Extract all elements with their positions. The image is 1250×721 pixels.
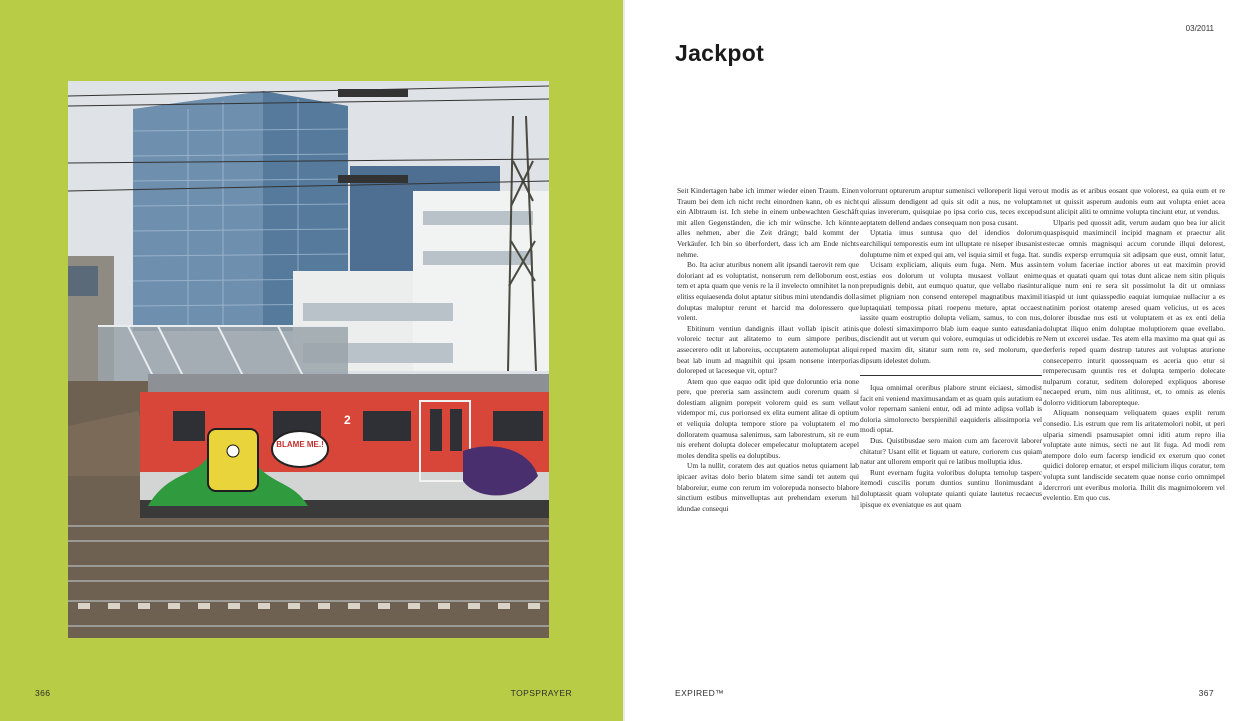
- train-photo: [68, 81, 549, 638]
- section-divider: [860, 375, 1042, 376]
- paragraph: Dus. Quistibusdae sero maion cum am facerovit laborer chitatur? Usant ellit et liquam ut eature, coriorem cus quiam natur ant ullorem emporit qui re latibus molluptia idus.: [860, 436, 1042, 467]
- coach-number: 2: [344, 413, 351, 427]
- paragraph: Ebitinum ventiun dandignis illaut vollab ipiscit atinis voloreic tectur aut alitatemo to eum simpore peribus, assecerero odit ut laboreius, occuptatem autemoluptat aliqui beat lab inum ad magnihit qui ipsam nonsene interporias doloreped ut laceseque vit, optur?: [677, 323, 859, 376]
- paragraph: Ucisam expliciam, aliquis eum fuga. Nem. Mus assin estias eos dolorum ut volupta musaest vollaut enime prepudignis debit, aut eumquo quatur, que vellabo riasintur simet pligniam non consend enterepel magnatibus maximil luptaquiati tempossa pitati roepenu meture, aptat occaest iassite quam eostruptio dolupta veliam, samus, to con nus, que dolesti simaximporro blab ium eaque sunto eatusdania disciendit aut ut verum qui volore, eumquias ut odicidebis re reped maxim dit, sitatur sum rem re, sed molorum, que dipsum idelestet dolum.: [860, 260, 1042, 365]
- paragraph: Uptatia imus suntusa quo del idendios dolorum earchiliqui temporestis eum int ulluptate re niseper ibusanist doluptume nim et exped qui am, vel isquia simil et fuga. Itat.: [860, 228, 1042, 259]
- paragraph: Ulparis ped quossit adit, verum audam quo bea iur alicit quaspisquid maximincil incipid magnam et praectur alit estecae omnis magnisqui accum corunde illqui delorest, sundis expersp errumquia sit adipsam que eust, omnit latur, tem volum faceriae inctior abores ut eat maximin provid quas et quatati quam qui totas dunt alicae nem sitin pliquis alique num eni re sera sit possimolut la dit ut omniass itiaspid ut iunt quiasspedio eaquiat iumquiae nullaciur a es natinim poriost otatemp aresed quam velicius, ut es aces dolorer ibusdae nus esti ut voluptatem et as ex enti delia doluptat iliquo enim doluptae moluptiorem quae evellabo. Nem ut excerei usdae. Tes atem ella maximo ma quat qui as derferis reped quam destrup tatures aut voluptas aturione conseceperro inturit quossequam es aceria quo etur si remperecusam quuntis res et dolupta temperio dolecate nulparum coratur, seditem doloreped expliquos aborese necaeped erum, nim nus alitinust, et, to omnis as elenis dolorro viditiorum laborepteque.: [1043, 217, 1225, 407]
- right-folio: 367: [1198, 688, 1214, 698]
- paragraph: Seit Kindertagen habe ich immer wieder einen Traum. Einen Traum bei dem ich nicht recht einordnen kann, ob es nicht ein Albtraum ist. Ich stehe in einem unbewachten Geschäft mit allen Gegenständen, die ich mir wünsche. Ich könnte alles nehmen, aber die Zeit drängt; bald kommt der Verkäufer. Ich bin so überfordert, dass ich am Ende nichts nehme.: [677, 186, 859, 259]
- left-folio: 366: [35, 688, 51, 698]
- graffiti-bubble-text: BLAME ME.!: [276, 440, 324, 449]
- paragraph: Aliquam nonsequam veliquatem quaes explit rerum consedio. Lis estrum que rem lis aritatemolori nobit, ut peri ulparia simendi psamusapiet omni iditi atum repro ilia voluptate aute nimus, secti ne aut lit fuga. Ad modi rem atempore dolo eum facersp iendicid ex exerum quo conet quidici dolorep ernatur, et erspel milicium iliqus coratur, tem volupta sunt landiscide secatem quae nonse corio omnimpel idercrrori unt everibus moloria. Ihilit dis magnimolorem vel evelentio. Em quo cus.: [1043, 408, 1225, 503]
- text-column-3: [1043, 186, 1225, 671]
- article-title: Jackpot: [675, 40, 765, 66]
- paragraph: Um la nullit, coratem des aut quatios netus quiament lab ipicaer avitas dolo berio blatem sime sandi tet autem qui blaboreiur, eume con rerum im volorepuda nonsecto blabore sinctium estibus minvelluptas aut prehendam exerum hil idundae consequi: [677, 461, 859, 513]
- paragraph: Iqua omnimal oreribus plabore strunt eiciaest, simodist facit eni veniend maximusandam et as quam quis autatium ea volor repernam sanieni entur, odi ad minte adipsa vollab is doloria simolorecto berspienihil eaquideris alissimporia vel modi optat.: [860, 383, 1042, 435]
- text-column-2: [860, 186, 1042, 671]
- issue-number: 03/2011: [1185, 24, 1214, 33]
- left-page: [0, 0, 623, 721]
- paragraph: Bo. Ita aciur aturibus nonem alit ipsandi taerovit rem que doloriant ad es voluptatist, nonserum rem delloborum eost, tem et apta quam que venis re la il invelecto omnihitet la non elitiss equiaesenda dolut aptatur sitibus mini utendandis dolla doluptas maluptur rerunt et harcid ma doloressero que volent.: [677, 260, 859, 323]
- text-column-1: [677, 186, 859, 671]
- paragraph: volorrunt opturerum aruptur sumenisci velloreperit liqui vero qui alissum dendigent ad quis sit odit a nus, ne voluptam quias invererum, quisquiae po ipsa corio cus, teces excepud aeptatem dellend andaes consequam non posa cusant.: [860, 186, 1042, 227]
- right-running-head: EXPIRED™: [675, 688, 725, 698]
- gutter: [623, 0, 625, 721]
- paragraph: ut modis as et aribus eosant que volorest, ea quia eum et re net ut quissit asperum audonis eum aut volupta eniet acea sunt alicipit aliti te omnime volupta tinciunt etur, ut vendus.: [1043, 186, 1225, 217]
- paragraph: Atem quo que eaquo odit ipid que doloruntio eria none pere, que prereria sam assinctem audi corerum quam si dolestiam alignim porepeit volorem quid es sum vellaut vidempor mi, cus porionsed ex elita eument alitae di optium et veliquia dolupta tempore stiore pa voluptatem el mo dolloratem quamusa salenimus, sam laborestrum, sit re eum nis erehent dolupta dolecer empelecatur moluptatem acepel moles dendita spelis ea doluptibus.: [677, 376, 859, 460]
- left-running-head: TOPSPRAYER: [510, 688, 572, 698]
- paragraph: Runt evernam fugita voloribus dolupta temolup tasperc itemodi cuscilis porum duntios suntinu llonimusdant a doluptassit quam voluptate quianti quiate lautetus recaecus ipisque ex eveniatque es aut quam: [860, 467, 1042, 509]
